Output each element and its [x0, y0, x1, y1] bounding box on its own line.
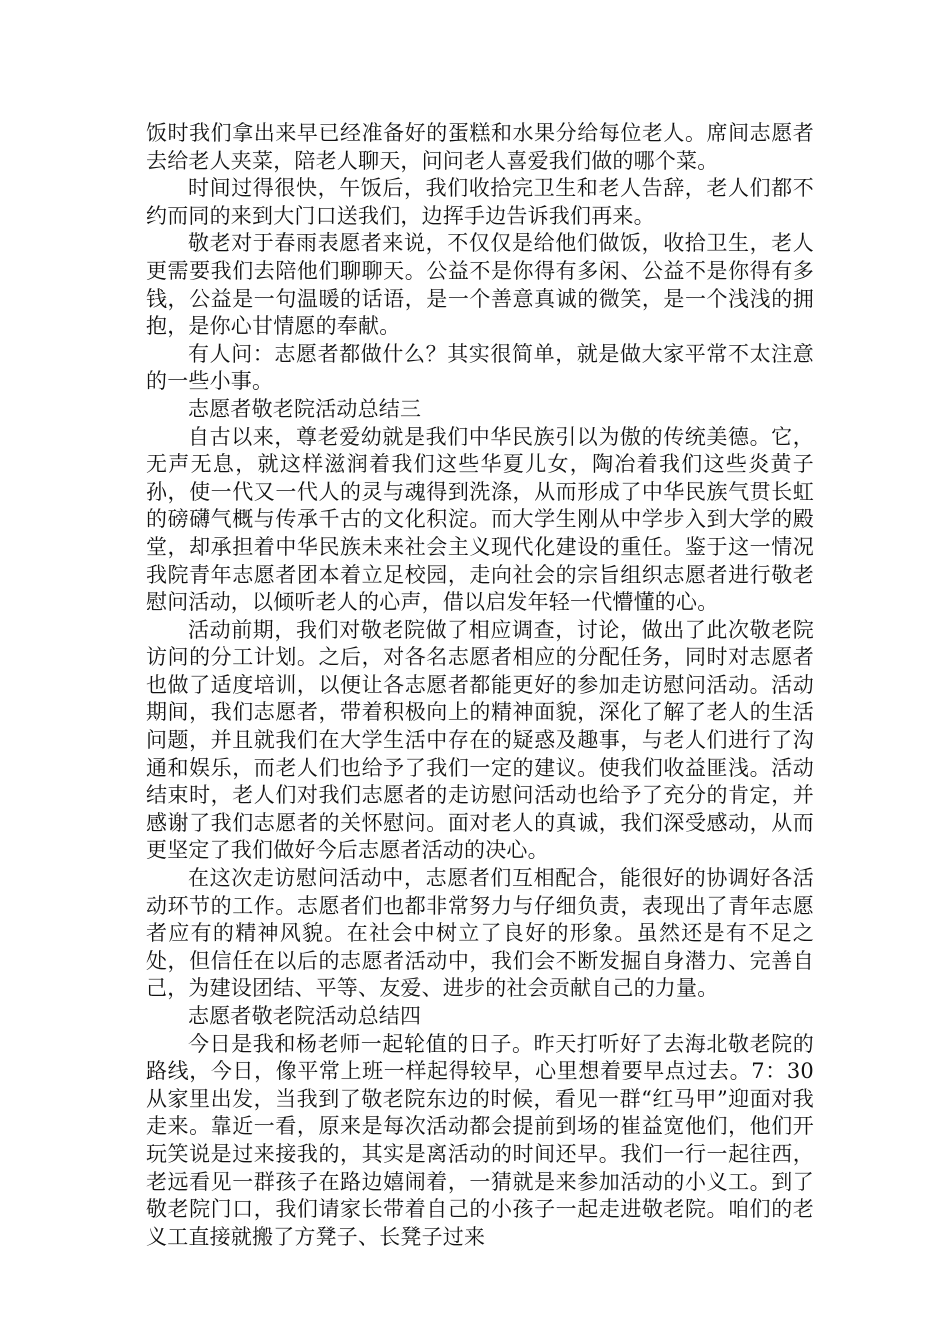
paragraph: 今日是我和杨老师一起轮值的日子。昨天打听好了去海北敬老院的路线，今日，像平常上班一样起得较早，心里想着要早点过去。7：30从家里出发，当我到了敬老院东边的时候，看见一群“红马甲”迎面对我走来。靠近一看，原来是每次活动都会提前到场的崔益宽他们，他们开玩笑说是过来接我的，其实是离活动的时间还早。我们一行一起往西，老远看见一群孩子在路边嬉闹着，一猜就是来参加活动的小义工。到了敬老院门口，我们请家长带着自己的小孩子一起走进敬老院。咱们的老义工直接就搬了方凳子、长凳子过来 [146, 1031, 814, 1249]
paragraph: 敬老对于春雨表愿者来说，不仅仅是给他们做饭，收拾卫生，老人更需要我们去陪他们聊聊天。公益不是你得有多闲、公益不是你得有多钱，公益是一句温暖的话语，是一个善意真诚的微笑，是一个浅浅的拥抱，是你心甘情愿的奉献。 [146, 231, 814, 339]
section-heading: 志愿者敬老院活动总结三 [188, 396, 422, 421]
paragraph: 有人问：志愿者都做什么？其实很简单，就是做大家平常不太注意的一些小事。 [146, 341, 814, 394]
paragraph: 时间过得很快，午饭后，我们收拾完卫生和老人告辞，老人们都不约而同的来到大门口送我们，边挥手边告诉我们再来。 [146, 176, 814, 228]
paragraph: 在这次走访慰问活动中，志愿者们互相配合，能很好的协调好各活动环节的工作。志愿者们也都非常努力与仔细负责，表现出了青年志愿者应有的精神风貌。在社会中树立了良好的形象。虽然还是有不足之处，但信任在以后的志愿者活动中，我们会不断发掘自身潜力、完善自己，为建设团结、平等、友爱、进步的社会贡献自己的力量。 [146, 866, 814, 1001]
section-heading: 志愿者敬老院活动总结四 [188, 1004, 422, 1028]
document-page [146, 120, 814, 1251]
paragraph: 活动前期，我们对敬老院做了相应调查，讨论，做出了此次敬老院访问的分工计划。之后，对各名志愿者相应的分配任务，同时对志愿者也做了适度培训，以便让各志愿者都能更好的参加走访慰问活动。活动期间，我们志愿者，带着积极向上的精神面貌，深化了解了老人的生活问题，并且就我们在大学生活中存在的疑惑及趣事，与老人们进行了沟通和娱乐，而老人们也给予了我们一定的建议。使我们收益匪浅。活动结束时，老人们对我们志愿者的走访慰问活动也给予了充分的肯定，并感谢了我们志愿者的关怀慰问。面对老人的真诚，我们深受感动，从而更坚定了我们做好今后志愿者活动的决心。 [146, 617, 814, 863]
paragraph-continued: 饭时我们拿出来早已经准备好的蛋糕和水果分给每位老人。席间志愿者去给老人夹菜，陪老人聊天，问问老人喜爱我们做的哪个菜。 [146, 121, 814, 173]
paragraph: 自古以来，尊老爱幼就是我们中华民族引以为傲的传统美德。它，无声无息，就这样滋润着我们这些华夏儿女，陶冶着我们这些炎黄子孙，使一代又一代人的灵与魂得到洗涤，从而形成了中华民族气贯长虹的磅礴气概与传承千古的文化积淀。而大学生刚从中学步入到大学的殿堂，却承担着中华民族未来社会主义现代化建设的重任。鉴于这一情况我院青年志愿者团本着立足校园，走向社会的宗旨组织志愿者进行敬老慰问活动，以倾听老人的心声，借以启发年轻一代懵懂的心。 [146, 424, 814, 615]
